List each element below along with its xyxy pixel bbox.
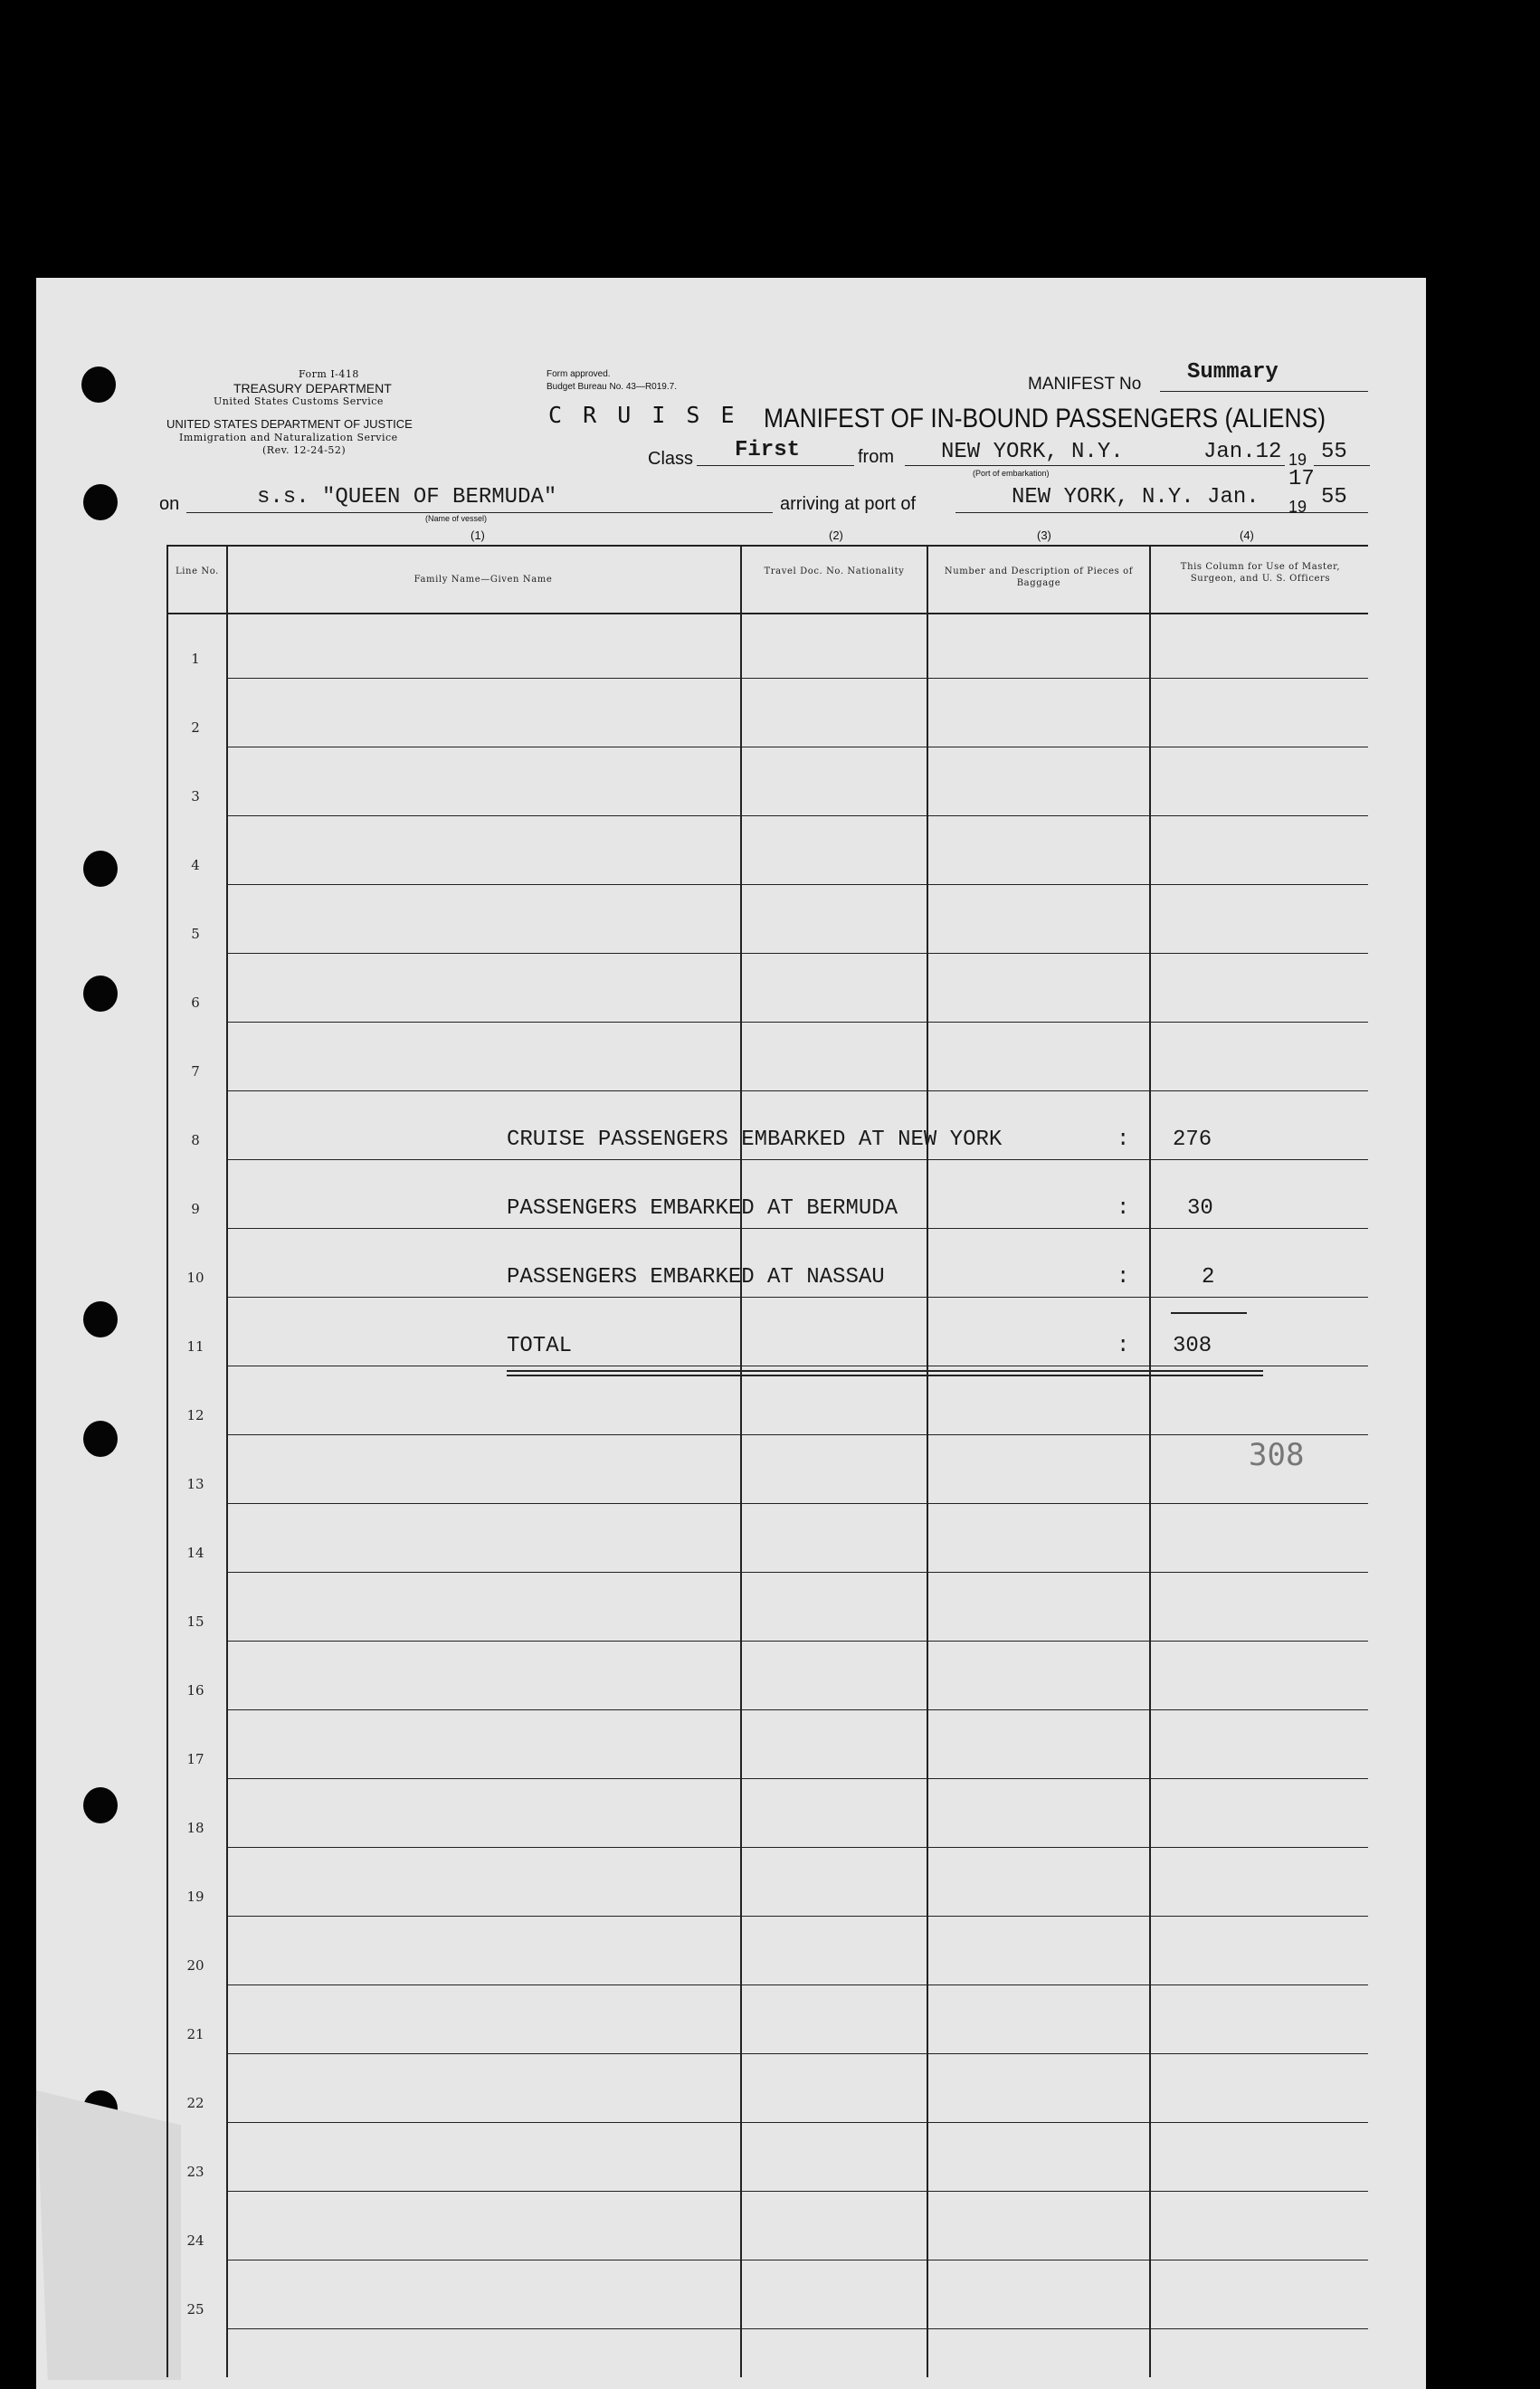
row-rule <box>228 1778 1368 1779</box>
row-number: 25 <box>186 2301 204 2318</box>
row-rule <box>228 1709 1368 1710</box>
arrival-day: 17 <box>1288 467 1315 491</box>
arrival-year: 55 <box>1321 485 1347 509</box>
row-number: 5 <box>191 926 200 942</box>
row-rule <box>228 1022 1368 1023</box>
form-approved: Form approved. <box>547 369 611 379</box>
column-header-travel-doc: Travel Doc. No. Nationality <box>764 566 905 576</box>
vessel-underline <box>186 512 773 513</box>
punch-hole <box>83 851 118 887</box>
row-number: 4 <box>191 857 200 873</box>
row-rule <box>228 1090 1368 1091</box>
page-title: MANIFEST OF IN-BOUND PASSENGERS (ALIENS) <box>764 404 1326 433</box>
row-number: 21 <box>186 2026 204 2042</box>
table-left-border <box>166 545 168 2377</box>
column-header-line-no: Line No. <box>176 566 219 576</box>
on-label: on <box>159 494 180 514</box>
row-number: 19 <box>186 1889 204 1905</box>
row-number: 20 <box>186 1957 204 1974</box>
summary-line-10-colon: : <box>1117 1265 1130 1290</box>
row-rule <box>228 1847 1368 1848</box>
summary-total-colon: : <box>1117 1334 1130 1358</box>
row-number: 23 <box>186 2164 204 2180</box>
manifest-page <box>36 278 1426 2389</box>
column-header-officers: This Column for Use of Master, Surgeon, and U. S. Officers <box>1180 562 1341 584</box>
column-number: (3) <box>1037 528 1051 542</box>
column-number: (1) <box>471 528 485 542</box>
from-underline <box>905 465 1285 466</box>
embarkation-port: NEW YORK, N.Y. <box>941 440 1124 464</box>
vessel-name: s.s. "QUEEN OF BERMUDA" <box>257 485 557 509</box>
column-header-baggage: Number and Description of Pieces of Baggage <box>944 566 1134 588</box>
class-label: Class <box>648 449 694 469</box>
summary-line-10-text: PASSENGERS EMBARKED AT NASSAU <box>507 1265 885 1290</box>
vessel-caption: (Name of vessel) <box>425 514 488 523</box>
row-rule <box>228 1984 1368 1985</box>
row-number: 1 <box>191 651 200 667</box>
row-rule <box>228 2122 1368 2123</box>
row-number: 7 <box>191 1063 200 1080</box>
summary-line-9-colon: : <box>1117 1196 1130 1221</box>
row-number: 16 <box>186 1682 204 1699</box>
manifest-no-value: Summary <box>1187 360 1279 385</box>
row-number: 17 <box>186 1751 204 1767</box>
row-rule <box>228 1434 1368 1435</box>
embarkation-date: Jan.12 <box>1203 440 1282 464</box>
row-rule <box>228 1503 1368 1504</box>
arrival-port: NEW YORK, N.Y. Jan. <box>1012 485 1260 509</box>
budget-bureau: Budget Bureau No. 43—R019.7. <box>547 382 677 392</box>
sum-rule <box>1171 1312 1247 1314</box>
embarkation-year: 55 <box>1321 440 1347 464</box>
total-double-rule <box>507 1375 1263 1376</box>
manifest-no-label: MANIFEST No <box>1028 375 1142 394</box>
row-rule <box>228 884 1368 885</box>
row-number: 6 <box>191 995 200 1011</box>
row-number: 12 <box>186 1407 204 1423</box>
row-rule <box>228 678 1368 679</box>
total-double-rule <box>507 1370 1263 1372</box>
year-underline <box>1314 465 1370 466</box>
cruise-stamp: C R U I S E <box>548 402 738 428</box>
row-rule <box>228 1572 1368 1573</box>
row-rule <box>228 1159 1368 1160</box>
row-number: 11 <box>186 1338 204 1355</box>
row-number: 3 <box>191 788 200 804</box>
from-label: from <box>858 447 894 467</box>
header-bottom-border <box>166 613 1368 614</box>
row-rule <box>228 1641 1368 1642</box>
manifest-no-underline <box>1160 391 1368 392</box>
row-number: 13 <box>186 1476 204 1492</box>
row-number: 9 <box>191 1201 200 1217</box>
customs-service: United States Customs Service <box>214 395 384 407</box>
row-rule <box>228 1916 1368 1917</box>
row-rule <box>228 1297 1368 1298</box>
column-number: (4) <box>1240 528 1254 542</box>
table-top-border <box>166 545 1368 547</box>
row-rule <box>228 2328 1368 2329</box>
punch-hole <box>83 1787 118 1823</box>
punch-hole <box>83 484 118 520</box>
arriving-label: arriving at port of <box>780 494 917 514</box>
row-rule <box>228 2191 1368 2192</box>
row-number: 2 <box>191 719 200 736</box>
row-rule <box>228 2260 1368 2261</box>
row-number: 15 <box>186 1613 204 1630</box>
year-prefix: 19 <box>1288 451 1307 469</box>
row-rule <box>228 815 1368 816</box>
summary-line-8-text: CRUISE PASSENGERS EMBARKED AT NEW YORK <box>507 1128 1003 1152</box>
summary-line-10-value: 2 <box>1202 1265 1215 1290</box>
immigration-service: Immigration and Naturalization Service <box>179 432 398 443</box>
summary-line-8-colon: : <box>1117 1128 1130 1152</box>
revision-date: (Rev. 12-24-52) <box>262 444 347 456</box>
class-value: First <box>735 438 801 462</box>
summary-total-value: 308 <box>1173 1334 1212 1358</box>
year-prefix: 19 <box>1288 498 1307 516</box>
punch-hole <box>83 1301 118 1337</box>
row-number: 10 <box>186 1270 204 1286</box>
column-header-name: Family Name—Given Name <box>414 575 553 585</box>
punch-hole <box>81 366 116 403</box>
class-underline <box>697 465 854 466</box>
treasury-department: TREASURY DEPARTMENT <box>233 381 392 395</box>
punch-hole <box>83 976 118 1012</box>
row-number: 22 <box>186 2095 204 2111</box>
row-rule <box>228 1228 1368 1229</box>
summary-line-9-text: PASSENGERS EMBARKED AT BERMUDA <box>507 1196 898 1221</box>
folded-corner <box>36 2090 181 2380</box>
punch-hole <box>83 1421 118 1457</box>
column-divider <box>740 545 742 2377</box>
column-number: (2) <box>829 528 843 542</box>
handwritten-total: 308 <box>1249 1437 1305 1473</box>
row-number: 24 <box>186 2232 204 2249</box>
form-number: Form I-418 <box>299 368 359 380</box>
column-divider <box>927 545 928 2377</box>
row-rule <box>228 2053 1368 2054</box>
column-divider <box>1149 545 1151 2377</box>
summary-line-9-value: 30 <box>1187 1196 1213 1221</box>
row-number: 8 <box>191 1132 200 1148</box>
row-number: 18 <box>186 1820 204 1836</box>
summary-line-8-value: 276 <box>1173 1128 1212 1152</box>
row-number: 14 <box>186 1545 204 1561</box>
row-rule <box>228 953 1368 954</box>
justice-department: UNITED STATES DEPARTMENT OF JUSTICE <box>166 417 413 431</box>
column-divider <box>226 545 228 2377</box>
summary-total-label: TOTAL <box>507 1334 573 1358</box>
port-caption: (Port of embarkation) <box>973 469 1050 478</box>
